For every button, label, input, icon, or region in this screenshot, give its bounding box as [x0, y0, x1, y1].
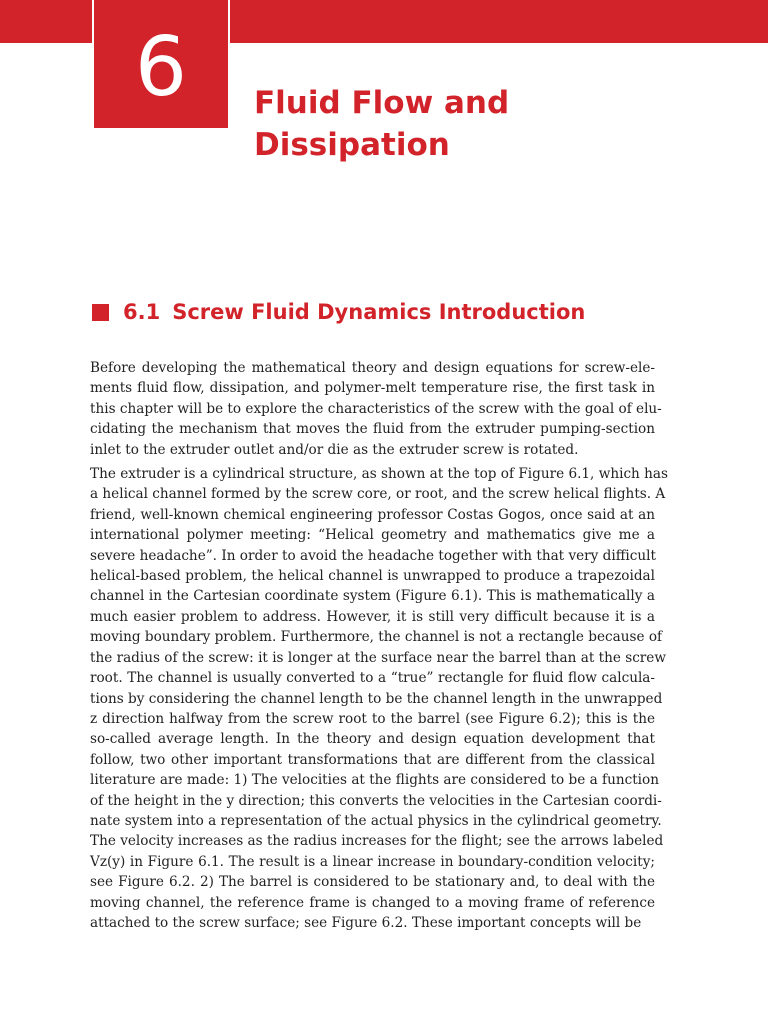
text-line: see Figure 6.2. 2) The barrel is considered to be stationary and, to deal with the: [90, 874, 655, 891]
text-line: the radius of the screw: it is longer at the surface near the barrel than at the screw: [90, 649, 666, 666]
text-line: cidating the mechanism that moves the fluid from the extruder pumping-section: [90, 421, 655, 438]
text-line: severe headache”. In order to avoid the headache together with that very difficult: [90, 547, 656, 564]
text-line: The velocity increases as the radius increases for the flight; see the arrows labeled: [90, 833, 664, 850]
section-title: Screw Fluid Dynamics Introduction: [172, 300, 586, 324]
text-line: Vz(y) in Figure 6.1. The result is a linear increase in boundary-condition velocity;: [90, 853, 655, 870]
text-line: helical-based problem, the helical channel is unwrapped to produce a trapezoidal: [90, 568, 655, 585]
chapter-number-box: [92, 0, 230, 128]
chapter-number: 6: [134, 20, 188, 115]
text-line: moving boundary problem. Furthermore, the channel is not a rectangle because of: [90, 629, 663, 646]
text-line: friend, well-known chemical engineering professor Costas Gogos, once said at an: [90, 506, 655, 523]
text-line: tions by considering the channel length to be the channel length in the unwrapped: [90, 690, 663, 707]
chapter-title-line-1: Fluid Flow and: [254, 85, 510, 121]
text-line: Before developing the mathematical theory and design equations for screw-ele-: [90, 360, 655, 376]
text-line: follow, two other important transformations that are different from the classical: [90, 751, 655, 768]
paragraph-1: [90, 358, 662, 460]
chapter-title-line-2: Dissipation: [254, 127, 450, 163]
text-line: so-called average length. In the theory and design equation development that: [90, 731, 655, 748]
text-line: of the height in the y direction; this converts the velocities in the Cartesian coordi-: [90, 792, 662, 809]
text-line: channel in the Cartesian coordinate system (Figure 6.1). This is mathematically a: [90, 588, 655, 605]
text-line: much easier problem to address. However, it is still very difficult because it is a: [90, 608, 655, 625]
text-line: attached to the screw surface; see Figure 6.2. These important concepts will be: [90, 914, 642, 931]
section-heading: [92, 300, 585, 324]
paragraph-2: [90, 464, 668, 933]
chapter-title: [254, 82, 674, 166]
text-line: inlet to the extruder outlet and/or die as the extruder screw is rotated.: [90, 441, 579, 458]
text-line: root. The channel is usually converted to a “true” rectangle for fluid flow calcula-: [90, 670, 655, 687]
section-number: 6.1: [123, 300, 161, 324]
text-line: The extruder is a cylindrical structure, as shown at the top of Figure 6.1, which has: [90, 466, 668, 483]
text-line: international polymer meeting: “Helical geometry and mathematics give me a: [90, 527, 655, 544]
body-text: [90, 358, 668, 937]
text-line: moving channel, the reference frame is changed to a moving frame of reference: [90, 894, 655, 911]
text-line: nate system into a representation of the actual physics in the cylindrical geometry.: [90, 812, 662, 829]
text-line: this chapter will be to explore the characteristics of the screw with the goal of elu-: [90, 400, 662, 417]
text-line: ments fluid flow, dissipation, and polymer-melt temperature rise, the first task in: [90, 380, 655, 397]
text-line: a helical channel formed by the screw core, or root, and the screw helical flights. A: [90, 486, 666, 503]
text-line: z direction halfway from the screw root to the barrel (see Figure 6.2); this is the: [90, 710, 655, 727]
section-bullet-square: [92, 304, 109, 321]
text-line: literature are made: 1) The velocities at the flights are considered to be a function: [90, 772, 659, 789]
